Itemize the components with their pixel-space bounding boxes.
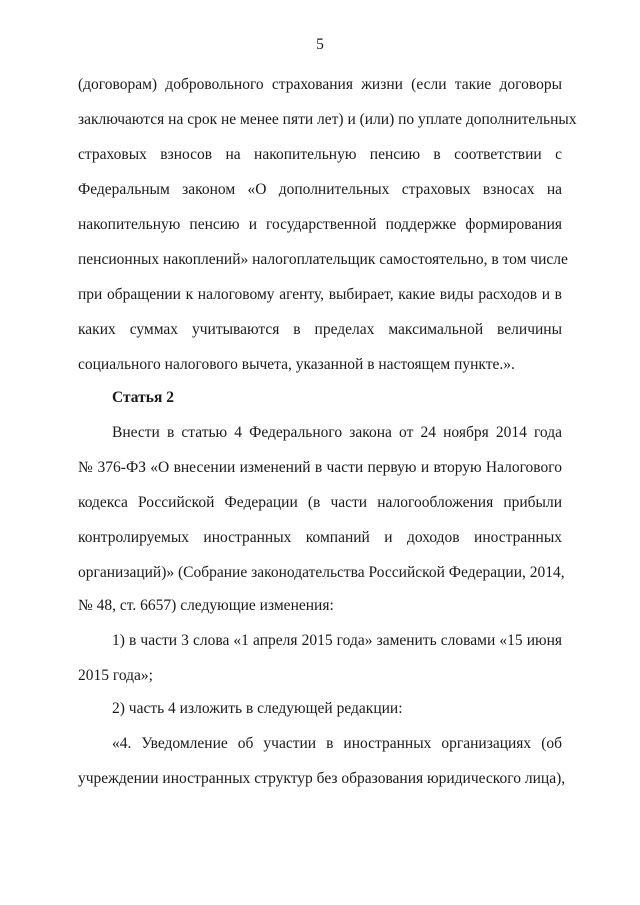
text-line: кодекса Российской Федерации (в части налогообложения прибыли [78,494,562,511]
text-line: Федеральным законом «О дополнительных страховых взносах на [78,181,562,198]
text-line: 2015 года»; [78,667,153,684]
text-line: каких суммах учитываются в пределах максимальной величины [78,321,562,338]
text-line: социального налогового вычета, указанной в настоящем пункте.». [78,356,515,373]
text-line: № 376-ФЗ «О внесении изменений в части первую и вторую Налогового [78,459,562,476]
list-item-1: 1) в части 3 слова «1 апреля 2015 года» заменить словами «15 июня [112,632,562,649]
text-line: (договорам) добровольного страхования жизни (если такие договоры [78,76,562,93]
text-line: накопительную пенсию и государственной поддержке формирования [78,216,562,233]
page-number: 5 [316,36,324,53]
article-heading: Статья 2 [112,389,174,406]
text-line: учреждении иностранных структур без образования юридического лица), [78,770,566,787]
text-line: пенсионных накоплений» налогоплательщик самостоятельно, в том числе [78,251,568,268]
text-line: Внести в статью 4 Федерального закона от 24 ноября 2014 года [112,424,562,441]
text-line: при обращении к налоговому агенту, выбирает, какие виды расходов и в [78,286,562,303]
text-line: страховых взносов на накопительную пенсию в соответствии с [78,146,562,163]
text-line: заключаются на срок не менее пяти лет) и (или) по уплате дополнительных [78,111,577,128]
list-item-2: 2) часть 4 изложить в следующей редакции: [112,700,403,717]
text-line: контролируемых иностранных компаний и доходов иностранных [78,529,562,546]
quoted-paragraph: «4. Уведомление об участии в иностранных организациях (об [112,735,562,752]
text-line: организаций)» (Собрание законодательства Российской Федерации, 2014, [78,564,565,581]
text-line: № 48, ст. 6657) следующие изменения: [78,597,334,614]
